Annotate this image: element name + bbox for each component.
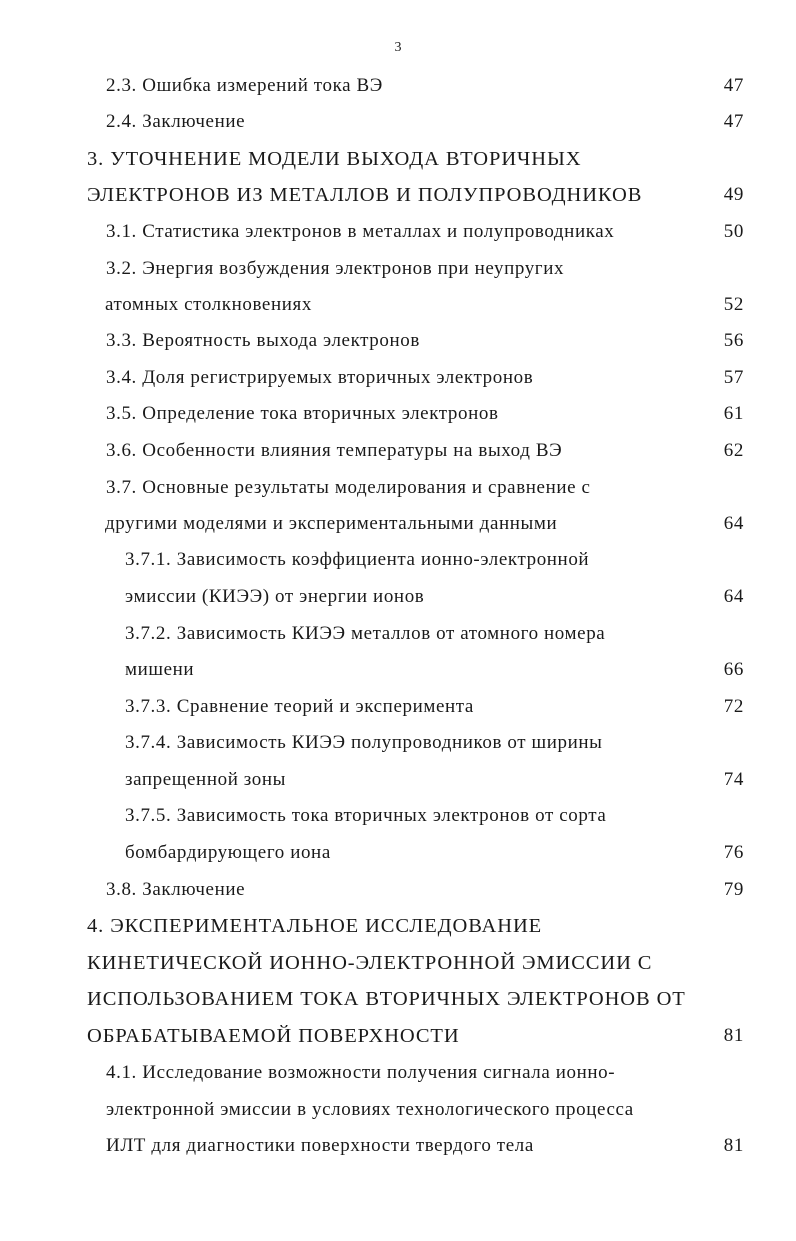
toc-line-page: 76 [723, 842, 744, 863]
toc-line-text: 3.7.5. Зависимость тока вторичных электронов от сорта [125, 805, 607, 826]
toc-line [0, 1128, 796, 1164]
toc-line-page: 50 [723, 221, 744, 242]
toc-line-page: 64 [723, 513, 744, 534]
toc-line-page: 57 [723, 367, 744, 388]
toc-line [0, 360, 796, 396]
toc-line [0, 433, 796, 469]
toc-line-page: 52 [723, 294, 744, 315]
toc-line-text: электронной эмиссии в условиях технологического процесса [106, 1099, 634, 1120]
toc-line-text: ОБРАБАТЫВАЕМОЙ ПОВЕРХНОСТИ [87, 1025, 460, 1047]
toc-line-page: 49 [723, 184, 744, 205]
toc-line-text: 3. УТОЧНЕНИЕ МОДЕЛИ ВЫХОДА ВТОРИЧНЫХ [87, 148, 582, 170]
toc-line [0, 579, 796, 615]
toc-line-page: 64 [723, 586, 744, 607]
toc-line-page: 79 [723, 879, 744, 900]
toc-line [0, 616, 796, 652]
toc-line [0, 725, 796, 761]
toc-line-text: другими моделями и экспериментальными данными [105, 513, 558, 534]
toc-line-text: 3.7.1. Зависимость коэффициента ионно-электронной [125, 549, 590, 570]
toc-line [0, 470, 796, 506]
toc-line-page: 66 [723, 659, 744, 680]
toc-line [0, 396, 796, 432]
toc-line [0, 323, 796, 359]
toc-line-page: 74 [723, 769, 744, 790]
toc-line [0, 798, 796, 834]
toc-line-text: запрещенной зоны [125, 769, 287, 790]
toc-line [0, 1092, 796, 1128]
toc-line-page: 72 [723, 696, 744, 717]
toc-line-text: 3.4. Доля регистрируемых вторичных электронов [106, 367, 534, 388]
toc-line-page: 81 [723, 1135, 744, 1156]
toc-line-text: 2.3. Ошибка измерений тока ВЭ [106, 75, 383, 96]
toc-line-text: эмиссии (КИЭЭ) от энергии ионов [125, 586, 425, 607]
toc-line [0, 287, 796, 323]
toc-line [0, 141, 796, 177]
toc-line-text: атомных столкновениях [105, 294, 312, 315]
toc-line [0, 908, 796, 944]
toc-line [0, 762, 796, 798]
toc-line-page: 47 [723, 111, 744, 132]
toc-line [0, 68, 796, 104]
toc-line [0, 251, 796, 287]
toc-line-text: 3.8. Заключение [106, 879, 246, 900]
toc-line [0, 945, 796, 981]
toc-line-text: 3.6. Особенности влияния температуры на выход ВЭ [106, 440, 563, 461]
toc-line-text: 4.1. Исследование возможности получения сигнала ионно- [106, 1062, 616, 1083]
toc-line-text: 3.5. Определение тока вторичных электронов [106, 403, 499, 424]
toc-line [0, 981, 796, 1017]
toc-line-text: 3.3. Вероятность выхода электронов [106, 330, 420, 351]
toc-line-page: 61 [723, 403, 744, 424]
toc-line-page: 47 [723, 75, 744, 96]
toc-line-text: ИЛТ для диагностики поверхности твердого тела [106, 1135, 534, 1156]
toc-line-text: 3.7.4. Зависимость КИЭЭ полупроводников от ширины [125, 732, 603, 753]
toc-line-text: бомбардирующего иона [125, 842, 331, 863]
toc-line-page: 62 [723, 440, 744, 461]
toc-line-page: 56 [723, 330, 744, 351]
toc-line [0, 177, 796, 213]
toc-line [0, 652, 796, 688]
toc-line-text: мишени [125, 659, 195, 680]
toc-line-text: 3.2. Энергия возбуждения электронов при неупругих [106, 258, 565, 279]
toc-line [0, 1055, 796, 1091]
toc-line-text: 3.7.3. Сравнение теорий и эксперимента [125, 696, 474, 717]
toc-line-text: 3.1. Статистика электронов в металлах и полупроводниках [106, 221, 615, 242]
toc-line [0, 689, 796, 725]
toc-line-text: ЭЛЕКТРОНОВ ИЗ МЕТАЛЛОВ И ПОЛУПРОВОДНИКОВ [87, 184, 643, 206]
toc-line [0, 214, 796, 250]
toc-line-text: 3.7.2. Зависимость КИЭЭ металлов от атомного номера [125, 623, 606, 644]
page-number: 3 [394, 40, 402, 55]
toc-line [0, 542, 796, 578]
toc-line-text: 2.4. Заключение [106, 111, 246, 132]
toc-line-text: КИНЕТИЧЕСКОЙ ИОННО-ЭЛЕКТРОННОЙ ЭМИССИИ С [87, 952, 653, 974]
toc-line [0, 506, 796, 542]
toc-line-page: 81 [723, 1025, 744, 1046]
toc-line-text: 3.7. Основные результаты моделирования и сравнение с [106, 477, 591, 498]
toc-line-text: 4. ЭКСПЕРИМЕНТАЛЬНОЕ ИССЛЕДОВАНИЕ [87, 915, 543, 937]
toc-line [0, 872, 796, 908]
toc-line [0, 104, 796, 140]
toc-line [0, 835, 796, 871]
toc-line [0, 1018, 796, 1054]
toc-line-text: ИСПОЛЬЗОВАНИЕМ ТОКА ВТОРИЧНЫХ ЭЛЕКТРОНОВ ОТ [87, 988, 686, 1010]
